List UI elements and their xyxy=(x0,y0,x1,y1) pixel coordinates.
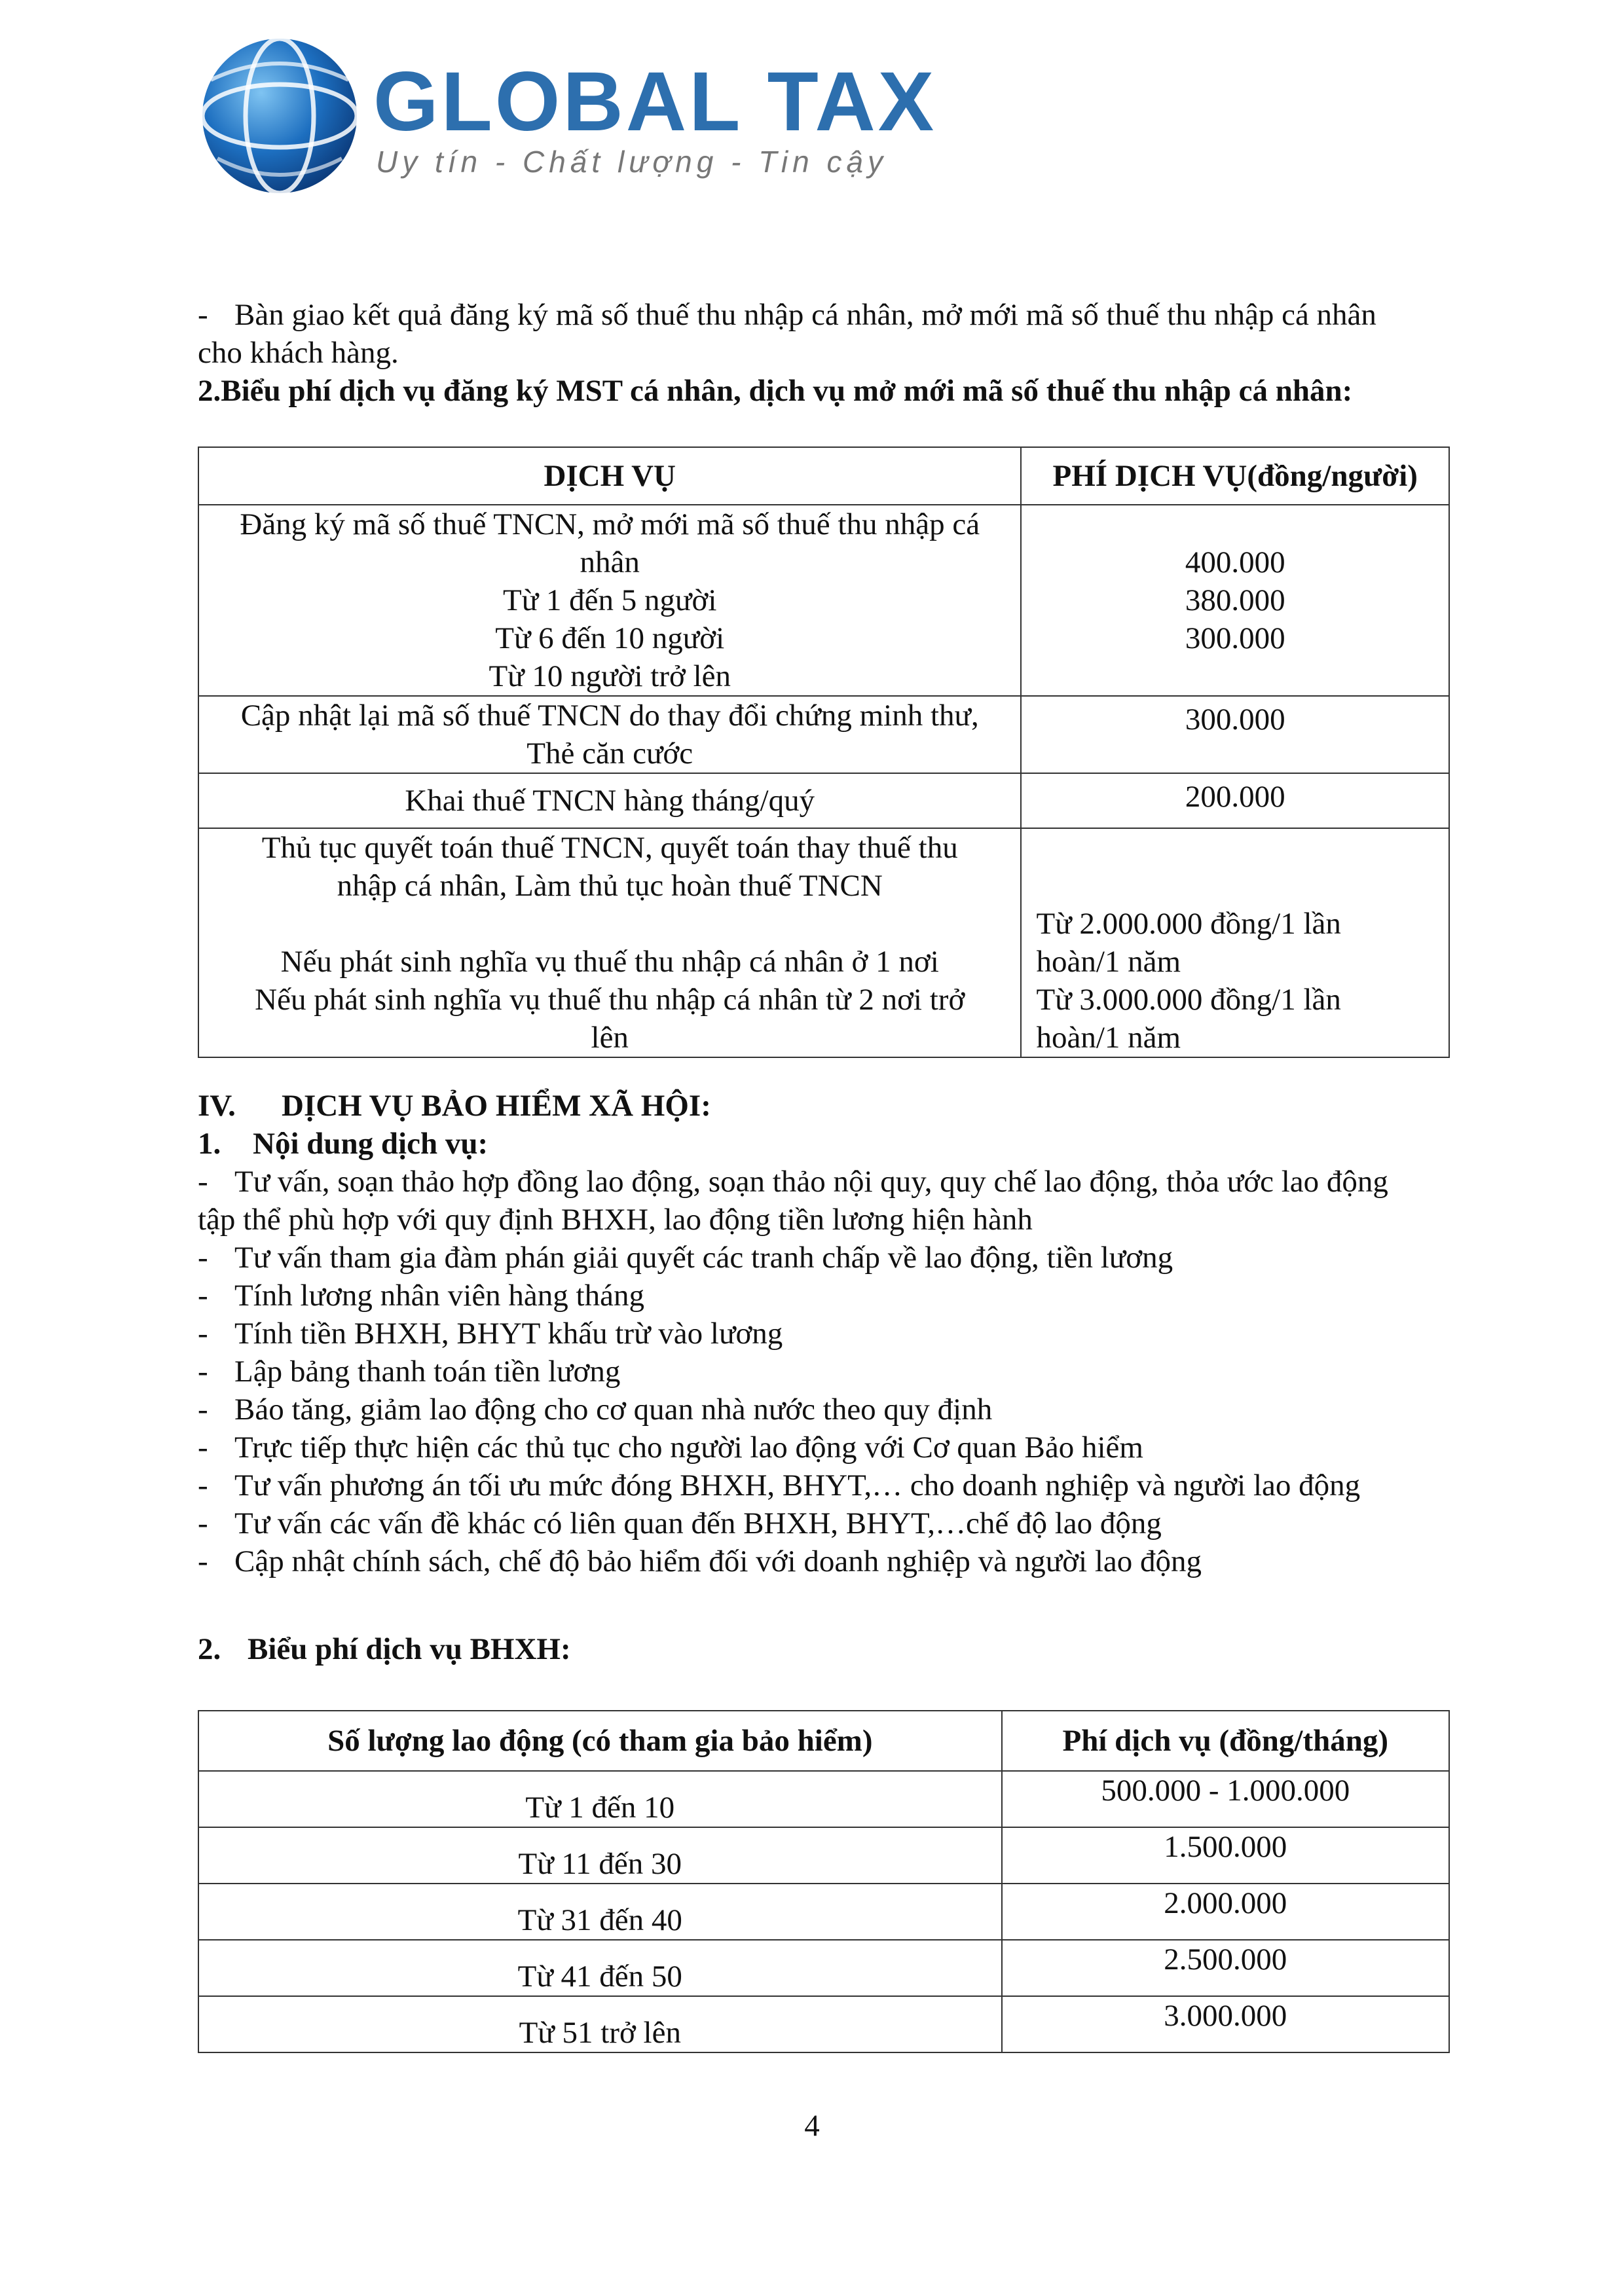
table-row xyxy=(198,696,1449,773)
table-header-service: DỊCH VỤ xyxy=(198,447,1021,505)
employee-count: Từ 1 đến 10 xyxy=(525,1791,675,1825)
fee-value: 2.500.000 xyxy=(1164,1942,1287,1977)
service-text: Nếu phát sinh nghĩa vụ thuế thu nhập cá nhân từ 2 nơi trở xyxy=(255,983,965,1017)
globe-icon xyxy=(198,34,361,198)
service-text: Thẻ căn cước xyxy=(526,737,693,771)
service-text: Từ 6 đến 10 người xyxy=(495,621,725,655)
intro-line-1: Bàn giao kết quả đăng ký mã số thuế thu nhập cá nhân, mở mới mã số thuế thu nhập cá nhân xyxy=(234,298,1376,332)
intro-line-2: cho khách hàng. xyxy=(198,336,399,370)
bullet-dash: - xyxy=(198,1279,208,1313)
company-logo xyxy=(198,34,937,198)
list-item: Tư vấn phương án tối ưu mức đóng BHXH, BHYT,… cho doanh nghiệp và người lao động xyxy=(234,1468,1361,1503)
logo-name: GLOBAL TAX xyxy=(373,55,937,149)
table-row xyxy=(198,1771,1449,1827)
list-item: Báo tăng, giảm lao động cho cơ quan nhà nước theo quy định xyxy=(234,1393,993,1427)
subsection-2-number: 2. xyxy=(198,1632,221,1666)
fee-value: 1.500.000 xyxy=(1164,1830,1287,1864)
list-item: Tư vấn các vấn đề khác có liên quan đến BHXH, BHYT,…chế độ lao động xyxy=(234,1506,1162,1540)
table-row xyxy=(198,505,1449,696)
fee-value: 3.000.000 xyxy=(1164,1999,1287,2033)
bullet-dash: - xyxy=(198,1506,208,1540)
bullet-dash: - xyxy=(198,1317,208,1351)
section-2-title: 2.Biểu phí dịch vụ đăng ký MST cá nhân, dịch vụ mở mới mã số thuế thu nhập cá nhân: xyxy=(198,374,1353,408)
bullet-dash: - xyxy=(198,1355,208,1389)
table-row xyxy=(198,1884,1449,1940)
page-number: 4 xyxy=(804,2109,820,2143)
list-item: Tính lương nhân viên hàng tháng xyxy=(234,1279,644,1313)
fee-value: Từ 2.000.000 đồng/1 lần xyxy=(1036,907,1341,941)
employee-count: Từ 11 đến 30 xyxy=(518,1847,682,1881)
table-header-fee: Phí dịch vụ (đồng/tháng) xyxy=(1002,1711,1449,1771)
service-text: Nếu phát sinh nghĩa vụ thuế thu nhập cá nhân ở 1 nơi xyxy=(280,945,939,979)
bullet-dash: - xyxy=(198,1430,208,1465)
service-item-1-line-2: tập thể phù hợp với quy định BHXH, lao động tiền lương hiện hành xyxy=(198,1203,1033,1237)
bullet-dash: - xyxy=(198,1165,208,1199)
bhxh-fee-table xyxy=(198,1710,1450,2053)
service-text: nhập cá nhân, Làm thủ tục hoàn thuế TNCN xyxy=(337,869,883,903)
tax-fee-table xyxy=(198,446,1450,1058)
list-item: Trực tiếp thực hiện các thủ tục cho người lao động với Cơ quan Bảo hiểm xyxy=(234,1430,1143,1465)
service-text: Khai thuế TNCN hàng tháng/quý xyxy=(405,784,815,818)
fee-value: hoàn/1 năm xyxy=(1036,945,1181,979)
list-item: Lập bảng thanh toán tiền lương xyxy=(234,1355,621,1389)
subsection-2-title: Biểu phí dịch vụ BHXH: xyxy=(248,1632,571,1666)
section-iv-title: DỊCH VỤ BẢO HIỂM XÃ HỘI: xyxy=(282,1089,711,1123)
service-text: Từ 1 đến 5 người xyxy=(503,583,717,617)
service-text: Đăng ký mã số thuế TNCN, mở mới mã số thuế thu nhập cá xyxy=(240,507,980,541)
bullet-dash: - xyxy=(198,1468,208,1503)
table-header-fee: PHÍ DỊCH VỤ(đồng/người) xyxy=(1021,447,1449,505)
section-iv-number: IV. xyxy=(198,1089,236,1123)
bullet-dash: - xyxy=(198,1544,208,1578)
fee-value: hoàn/1 năm xyxy=(1036,1021,1181,1055)
table-row xyxy=(198,773,1449,828)
service-text: lên xyxy=(591,1021,629,1055)
table-row xyxy=(198,1827,1449,1884)
employee-count: Từ 31 đến 40 xyxy=(517,1903,682,1937)
fee-value: 200.000 xyxy=(1185,780,1285,814)
list-item: Tính tiền BHXH, BHYT khấu trừ vào lương xyxy=(234,1317,783,1351)
bullet-dash: - xyxy=(198,1393,208,1427)
fee-value: 300.000 xyxy=(1185,621,1285,655)
subsection-1-number: 1. xyxy=(198,1127,221,1161)
subsection-1-title: Nội dung dịch vụ: xyxy=(253,1127,489,1161)
list-item: Cập nhật chính sách, chế độ bảo hiểm đối với doanh nghiệp và người lao động xyxy=(234,1544,1202,1578)
service-text: Cập nhật lại mã số thuế TNCN do thay đổi chứng minh thư, xyxy=(240,699,979,733)
table-header-employee-count: Số lượng lao động (có tham gia bảo hiểm) xyxy=(198,1711,1002,1771)
fee-value: 2.000.000 xyxy=(1164,1886,1287,1920)
list-item: Tư vấn tham gia đàm phán giải quyết các tranh chấp về lao động, tiền lương xyxy=(234,1241,1173,1275)
fee-value: 500.000 - 1.000.000 xyxy=(1101,1774,1350,1808)
service-text: Thủ tục quyết toán thuế TNCN, quyết toán thay thuế thu xyxy=(261,831,958,865)
fee-value: Từ 3.000.000 đồng/1 lần xyxy=(1036,983,1341,1017)
employee-count: Từ 41 đến 50 xyxy=(517,1959,682,1994)
service-text: Từ 10 người trở lên xyxy=(489,659,731,693)
bullet-dash: - xyxy=(198,298,208,332)
service-item-1-line-1: Tư vấn, soạn thảo hợp đồng lao động, soạn thảo nội quy, quy chế lao động, thỏa ước lao động xyxy=(234,1165,1388,1199)
table-row xyxy=(198,828,1449,1057)
table-row xyxy=(198,1996,1449,2052)
bullet-dash: - xyxy=(198,1241,208,1275)
fee-value: 380.000 xyxy=(1185,583,1285,617)
fee-value: 300.000 xyxy=(1185,702,1285,737)
logo-tagline: Uy tín - Chất lượng - Tin cậy xyxy=(376,145,888,179)
employee-count: Từ 51 trở lên xyxy=(519,2016,681,2050)
fee-value: 400.000 xyxy=(1185,545,1285,579)
table-row xyxy=(198,1940,1449,1996)
service-text: nhân xyxy=(580,545,640,579)
